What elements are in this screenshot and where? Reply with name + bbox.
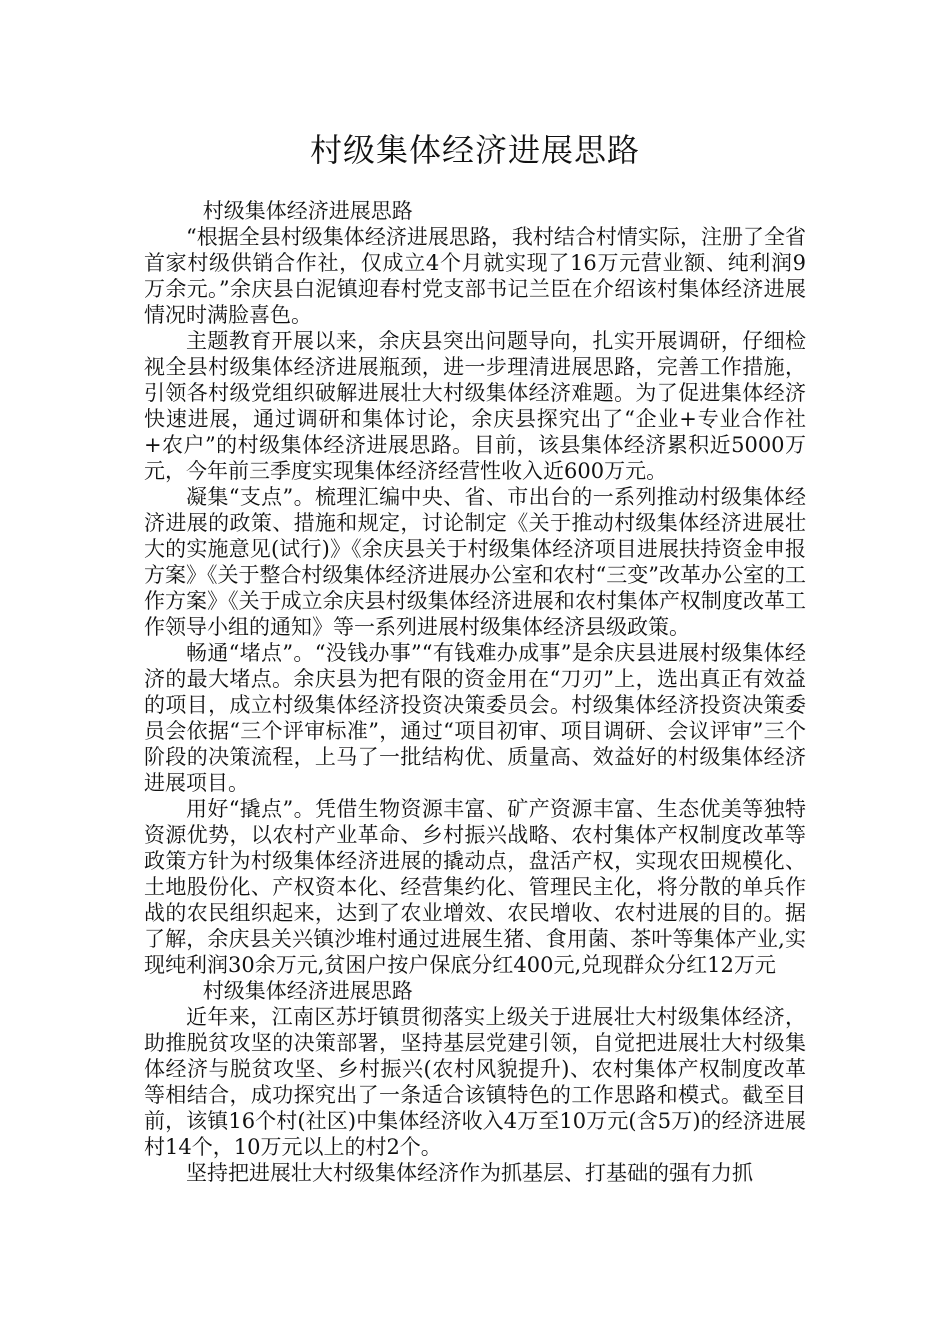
- paragraph: 用好“撬点”。凭借生物资源丰富、矿产资源丰富、生态优美等独特资源优势，以农村产业革命、乡村振兴战略、农村集体产权制度改革等政策方针为村级集体经济进展的撬动点，盘活产权，实现农田规模化、土地股份化、产权资本化、经营集约化、管理民主化，将分散的单兵作战的农民组织起来，达到了农业增效、农民增收、农村进展的目的。据了解，余庆县关兴镇沙堆村通过进展生猪、食用菌、茶叶等集体产业,实现纯利润30余万元,贫困户按户保底分红400元,兑现群众分红12万元: [144, 797, 806, 977]
- paragraph: 凝集“支点”。梳理汇编中央、省、市出台的一系列推动村级集体经济进展的政策、措施和规定，讨论制定《关于推动村级集体经济进展壮大的实施意见(试行)》《余庆县关于村级集体经济项目进展扶持资金申报方案》《关于整合村级集体经济进展办公室和农村“三变”改革办公室的工作方案》《关于成立余庆县村级集体经济进展和农村集体产权制度改革工作领导小组的通知》等一系列进展村级集体经济县级政策。: [144, 485, 806, 639]
- paragraph: 坚持把进展壮大村级集体经济作为抓基层、打基础的强有力抓: [186, 1161, 753, 1185]
- paragraph: 主题教育开展以来，余庆县突出问题导向，扎实开展调研，仔细检视全县村级集体经济进展瓶颈，进一步理清进展思路，完善工作措施，引领各村级党组织破解进展壮大村级集体经济难题。为了促进集体经济快速进展，通过调研和集体讨论，余庆县探究出了“企业+专业合作社+农户”的村级集体经济进展思路。目前，该县集体经济累积近5000万元，今年前三季度实现集体经济经营性收入近600万元。: [144, 329, 806, 483]
- document-body: [144, 198, 806, 1186]
- section-subtitle: 村级集体经济进展思路: [202, 199, 413, 223]
- document-title: 村级集体经济进展思路: [309, 131, 640, 169]
- paragraph: 近年来，江南区苏圩镇贯彻落实上级关于进展壮大村级集体经济，助推脱贫攻坚的决策部署，坚持基层党建引领，自觉把进展壮大村级集体经济与脱贫攻坚、乡村振兴(农村风貌提升)、农村集体产权制度改革等相结合，成功探究出了一条适合该镇特色的工作思路和模式。截至目前，该镇16个村(社区)中集体经济收入4万至10万元(含5万)的经济进展村14个，10万元以上的村2个。: [144, 1005, 806, 1159]
- paragraph: “根据全县村级集体经济进展思路，我村结合村情实际，注册了全省首家村级供销合作社，仅成立4个月就实现了16万元营业额、纯利润9万余元。”余庆县白泥镇迎春村党支部书记兰臣在介绍该村集体经济进展情况时满脸喜色。: [144, 225, 806, 327]
- section-subtitle: 村级集体经济进展思路: [202, 979, 413, 1003]
- paragraph: 畅通“堵点”。“没钱办事”“有钱难办成事”是余庆县进展村级集体经济的最大堵点。余庆县为把有限的资金用在“刀刃”上，选出真正有效益的项目，成立村级集体经济投资决策委员会。村级集体经济投资决策委员会依据“三个评审标准”，通过“项目初审、项目调研、会议评审”三个阶段的决策流程，上马了一批结构优、质量高、效益好的村级集体经济进展项目。: [144, 641, 806, 795]
